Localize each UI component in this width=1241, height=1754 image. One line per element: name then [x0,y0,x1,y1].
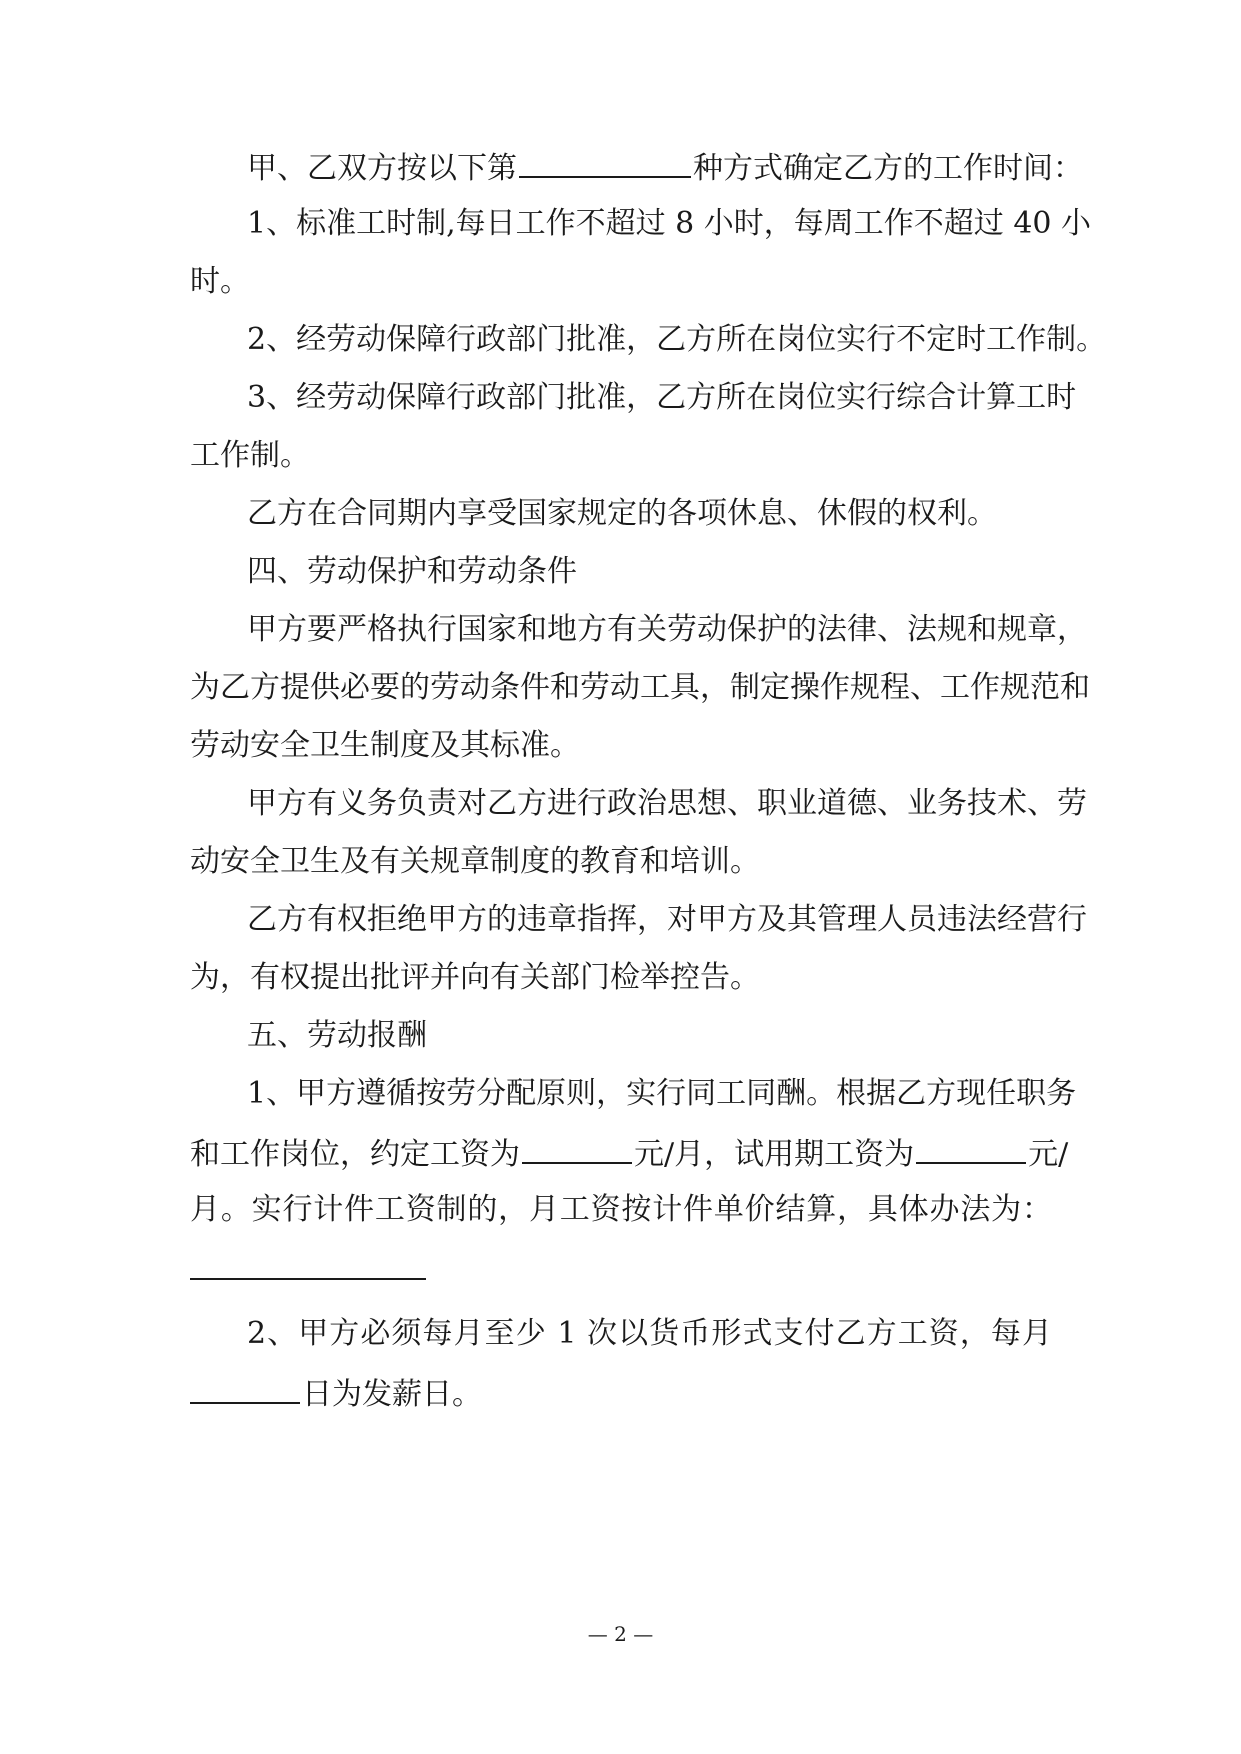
training-line2: 动安全卫生及有关规章制度的教育和培训。 [190,844,760,879]
work-time-intro-text-b: 种方式确定乙方的工作时间： [693,151,1083,186]
item3-line2: 工作制。 [190,438,310,473]
section5-heading: 五、劳动报酬 [247,1018,427,1053]
refusal-line2: 为，有权提出批评并向有关部门检举控告。 [190,960,760,995]
training-line1: 甲方有义务负责对乙方进行政治思想、职业道德、业务技术、劳 [247,786,1087,821]
probation-salary-blank[interactable] [916,1132,1026,1164]
work-time-intro [247,146,1083,186]
pay1-line2 [190,1132,1069,1172]
pay1-line1: 1、甲方遵循按劳分配原则，实行同工同酬。根据乙方现任职务 [247,1076,1077,1111]
pay2-line1: 2、甲方必须每月至少 1 次以货币形式支付乙方工资，每月 [247,1316,1052,1351]
item3-line1: 3、经劳动保障行政部门批准，乙方所在岗位实行综合计算工时 [247,380,1077,415]
piecework-method-blank[interactable] [190,1248,426,1280]
section4-heading: 四、劳动保护和劳动条件 [247,554,577,589]
refusal-line1: 乙方有权拒绝甲方的违章指挥，对甲方及其管理人员违法经营行 [247,902,1087,937]
work-time-option-blank[interactable] [519,146,691,178]
protection-line3: 劳动安全卫生制度及其标准。 [190,728,580,763]
payday-blank[interactable] [190,1372,300,1404]
item1-line2: 时。 [190,264,250,299]
protection-line2: 为乙方提供必要的劳动条件和劳动工具，制定操作规程、工作规范和 [190,670,1090,705]
item2-line: 2、经劳动保障行政部门批准，乙方所在岗位实行不定时工作制。 [247,322,1107,357]
salary-amount-blank[interactable] [522,1132,632,1164]
page-number: — 2 — [587,1622,654,1646]
pay1-line2-text-b: 元/月，试用期工资为 [634,1137,915,1172]
item1-line1: 1、标准工时制,每日工作不超过 8 小时，每周工作不超过 40 小 [247,206,1092,241]
work-time-intro-text-a: 甲、乙双方按以下第 [247,151,517,186]
pay1-line2-text-a: 和工作岗位，约定工资为 [190,1137,520,1172]
protection-line1: 甲方要严格执行国家和地方有关劳动保护的法律、法规和规章， [247,612,1087,647]
pay1-line3: 月。实行计件工资制的，月工资按计件单价结算，具体办法为： [190,1192,1052,1227]
pay2-line2 [190,1372,1052,1412]
piecework-method-line [190,1248,1052,1288]
pay1-line2-text-c: 元/ [1028,1137,1069,1172]
rest-rights-line: 乙方在合同期内享受国家规定的各项休息、休假的权利。 [247,496,997,531]
pay2-line2-text: 日为发薪日。 [302,1377,482,1412]
